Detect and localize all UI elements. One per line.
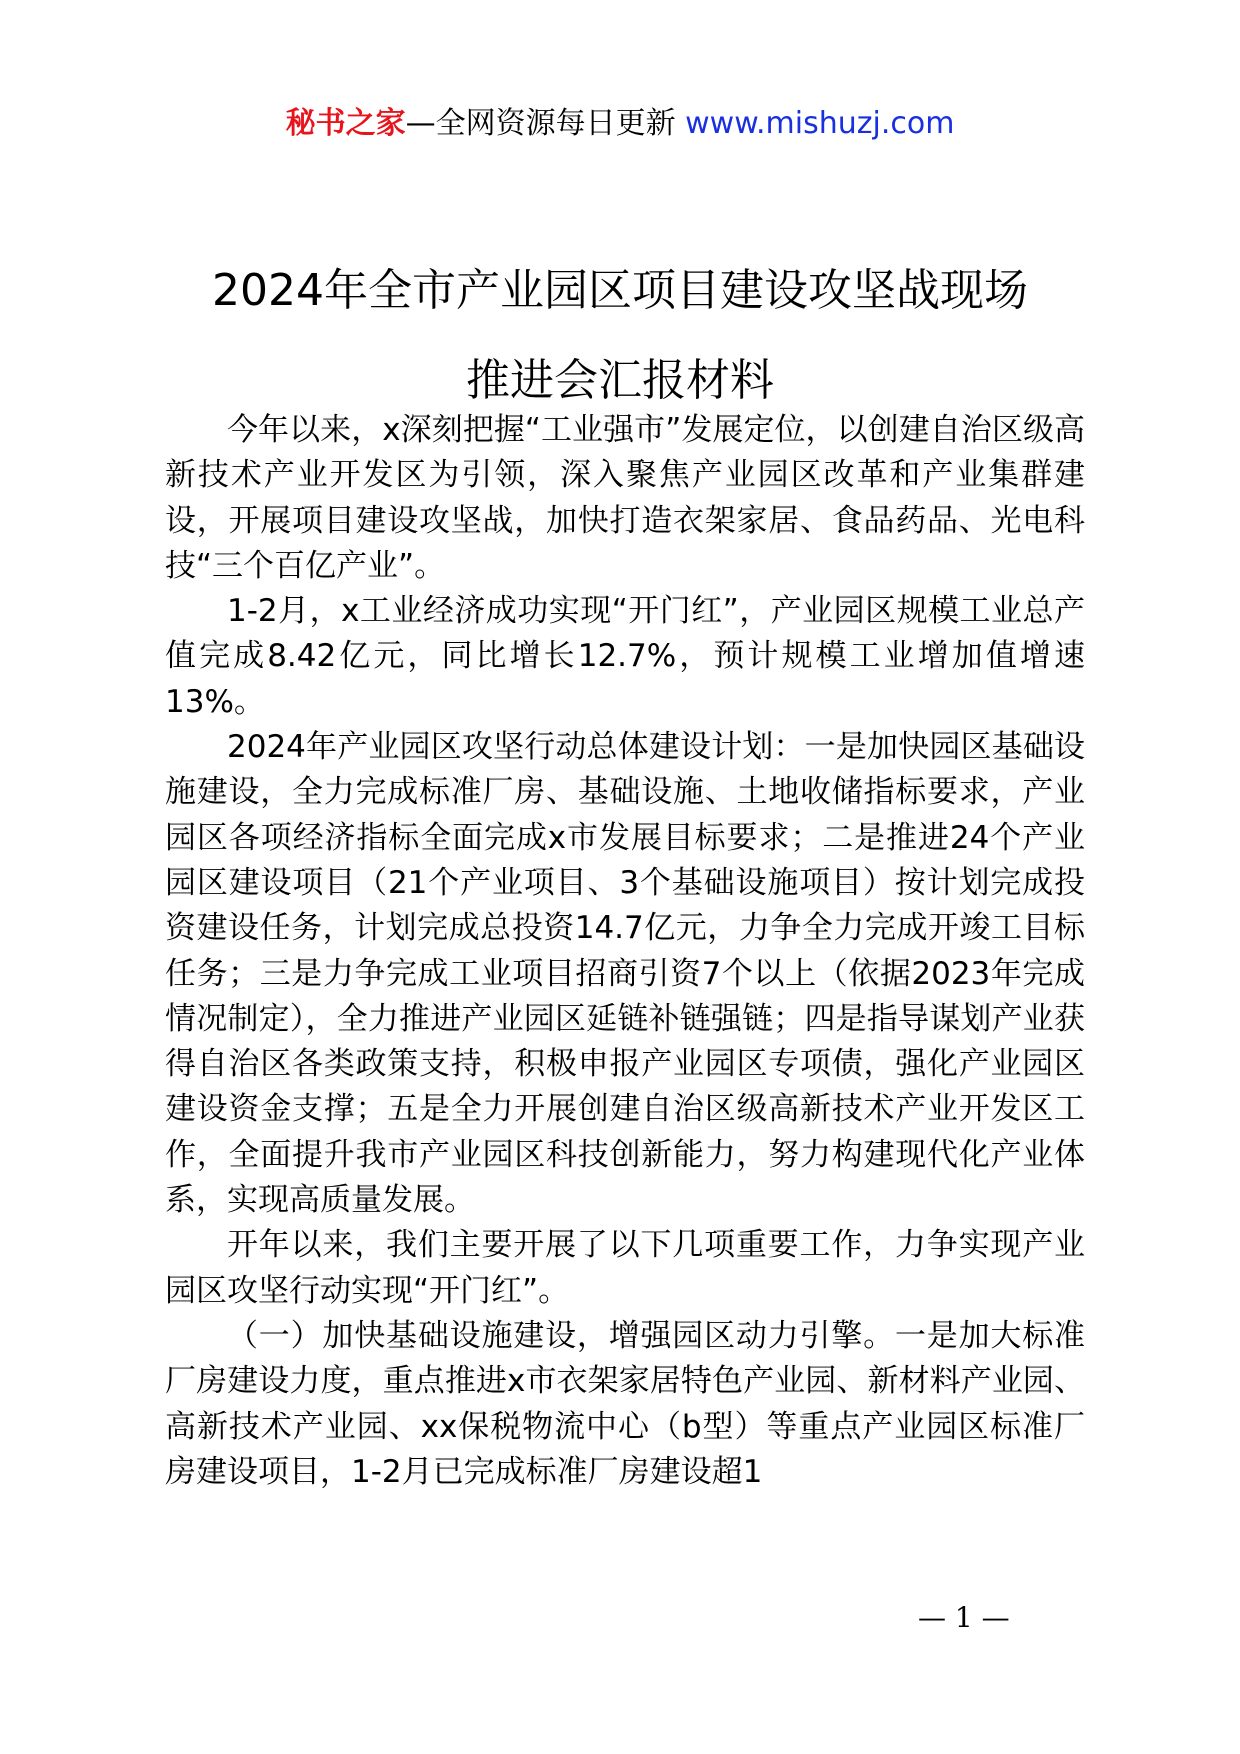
paragraph-economy: 1-2月，x工业经济成功实现“开门红”，产业园区规模工业总产值完成8.42亿元，同比增长12.7%，预计规模工业增加值增速13%。 [165, 593, 1085, 720]
page-number: — 1 — [918, 1601, 1010, 1634]
site-url-link[interactable]: www.mishuzj.com [685, 106, 955, 141]
site-name: 秘书之家 [285, 106, 406, 141]
site-header [0, 104, 1240, 144]
title-line-2: 推进会汇报材料 [466, 355, 774, 406]
paragraph-section-1: （一）加快基础设施建设，增强园区动力引擎。一是加大标准厂房建设力度，重点推进x市衣架家居特色产业园、新材料产业园、高新技术产业园、xx保税物流中心（b型）等重点产业园区标准厂房建设项目，1-2月已完成标准厂房建设超1 [165, 1317, 1085, 1490]
paragraph-plan: 2024年产业园区攻坚行动总体建设计划：一是加快园区基础设施建设，全力完成标准厂房、基础设施、土地收储指标要求，产业园区各项经济指标全面完成x市发展目标要求；二是推进24个产业园区建设项目（21个产业项目、3个基础设施项目）按计划完成投资建设任务，计划完成总投资14.7亿元，力争全力完成开竣工目标任务；三是力争完成工业项目招商引资7个以上（依据2023年完成情况制定），全力推进产业园区延链补链强链；四是指导谋划产业获得自治区各类政策支持，积极申报产业园区专项债，强化产业园区建设资金支撑；五是全力开展创建自治区级高新技术产业开发区工作，全面提升我市产业园区科技创新能力，努力构建现代化产业体系，实现高质量发展。 [165, 729, 1085, 1219]
document-title [160, 246, 1080, 426]
paragraph-intro: 今年以来，x深刻把握“工业强市”发展定位，以创建自治区级高新技术产业开发区为引领，深入聚焦产业园区改革和产业集群建设，开展项目建设攻坚战，加快打造衣架家居、食品药品、光电科技“三个百亿产业”。 [165, 412, 1085, 584]
title-line-1: 2024年全市产业园区项目建设攻坚战现场 [212, 265, 1028, 316]
paragraph-work-intro: 开年以来，我们主要开展了以下几项重要工作，力争实现产业园区攻坚行动实现“开门红”。 [165, 1227, 1085, 1309]
site-tagline: —全网资源每日更新 [405, 106, 676, 141]
document-body [165, 408, 1085, 1495]
